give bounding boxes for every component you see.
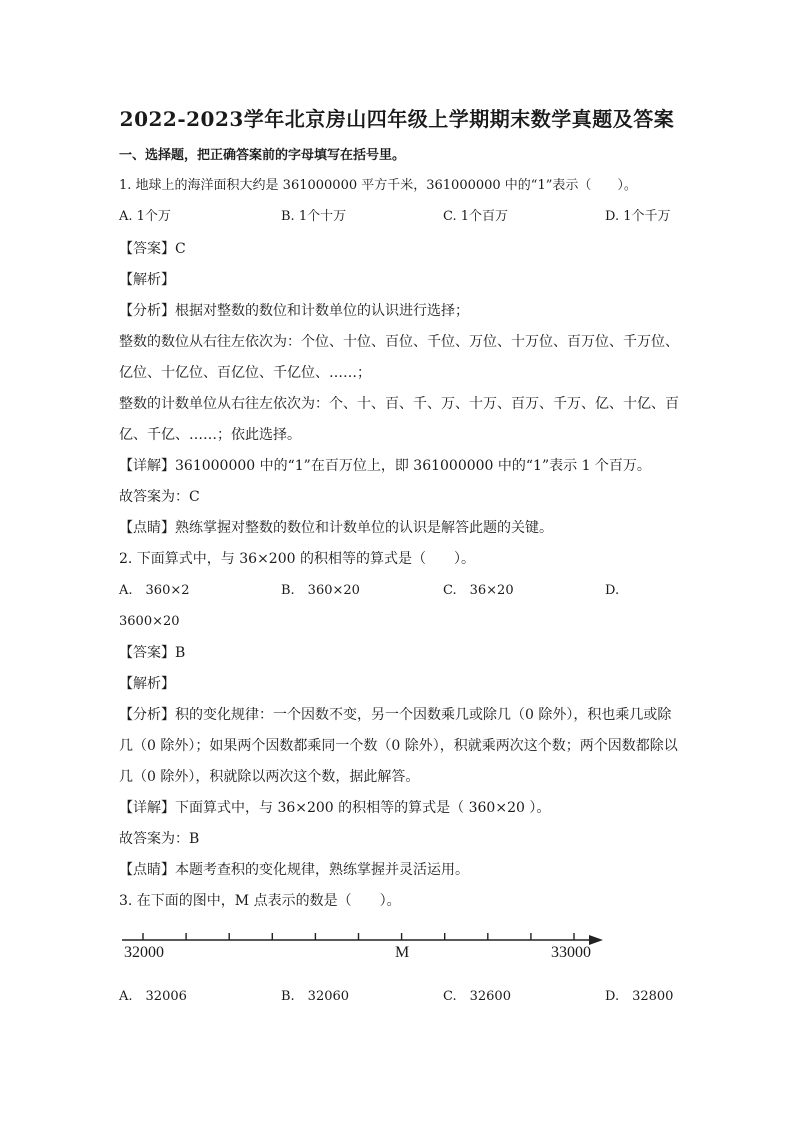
q1-option-b: B. 1个十万 — [281, 209, 347, 224]
q1-fenxi-line-3: 亿位、十亿位、百亿位、千亿位、……； — [119, 365, 371, 381]
page-title: 2022-2023学年北京房山四年级上学期期末数学真题及答案 — [119, 107, 675, 131]
q1-fenxi-line-5: 亿、千亿、……；依此选择。 — [119, 427, 301, 443]
number-line-ticks — [143, 933, 574, 940]
q2-conclusion: 故答案为：B — [119, 831, 200, 847]
q2-xiangjie: 【详解】下面算式中，与 36×200 的积相等的算式是（ 360×20 ）。 — [119, 800, 551, 816]
q2-option-d-value: 3600×20 — [119, 614, 180, 629]
q3-option-a: A. 32006 — [119, 989, 187, 1004]
q1-stem: 1. 地球上的海洋面积大约是 361000000 平方千米，361000000 中的“1”表示（ ）。 — [119, 178, 637, 193]
q1-option-c: C. 1个百万 — [443, 209, 509, 224]
q1-analysis-label: 【解析】 — [119, 272, 175, 288]
q1-dianjing: 【点睛】熟练掌握对整数的数位和计数单位的认识是解答此题的关键。 — [119, 520, 553, 536]
number-line-arrow-icon — [589, 935, 603, 945]
axis-label-end: 33000 — [551, 944, 591, 961]
q2-fenxi-line-1: 【分析】积的变化规律：一个因数不变，另一个因数乘几或除几（0 除外），积也乘几或除 — [119, 707, 672, 723]
section-heading: 一、选择题，把正确答案前的字母填写在括号里。 — [119, 148, 406, 163]
q3-option-c: C. 32600 — [443, 989, 511, 1004]
q2-option-a: A. 360×2 — [119, 583, 190, 598]
q2-answer: 【答案】B — [119, 645, 186, 661]
q1-fenxi-line-1: 【分析】根据对整数的数位和计数单位的认识进行选择； — [119, 303, 469, 319]
q3-stem: 3. 在下面的图中，M 点表示的数是（ ）。 — [119, 893, 401, 909]
q1-answer: 【答案】C — [119, 241, 186, 257]
q1-xiangjie: 【详解】361000000 中的“1”在百万位上，即 361000000 中的“1”表示 1 个百万。 — [119, 458, 651, 474]
q2-option-b: B. 360×20 — [281, 583, 360, 598]
q2-fenxi-line-3: 几（0 除外），积就除以两次这个数，据此解答。 — [119, 769, 420, 785]
axis-label-m: M — [395, 944, 410, 961]
q2-fenxi-line-2: 几（0 除外）；如果两个因数都乘同一个数（0 除外），积就乘两次这个数；两个因数都除以 — [119, 738, 678, 754]
q3-option-d: D. 32800 — [605, 989, 674, 1004]
q1-fenxi-line-4: 整数的计数单位从右往左依次为：个、十、百、千、万、十万、百万、千万、亿、十亿、百 — [119, 396, 679, 412]
q2-stem: 2. 下面算式中，与 36×200 的积相等的算式是（ ）。 — [119, 551, 475, 567]
q2-option-d: D. — [605, 583, 620, 598]
q2-dianjing: 【点睛】本题考查积的变化规律，熟练掌握并灵活运用。 — [119, 862, 469, 878]
q1-option-d: D. 1个千万 — [605, 209, 671, 224]
q1-conclusion: 故答案为：C — [119, 489, 200, 505]
q1-fenxi-line-2: 整数的数位从右往左依次为：个位、十位、百位、千位、万位、十万位、百万位、千万位、 — [119, 334, 679, 350]
number-line — [122, 933, 603, 945]
q2-option-c: C. 36×20 — [443, 583, 514, 598]
axis-label-start: 32000 — [124, 944, 164, 961]
q3-option-b: B. 32060 — [281, 989, 350, 1004]
q1-option-a: A. 1个万 — [119, 209, 171, 224]
q2-analysis-label: 【解析】 — [119, 676, 175, 692]
